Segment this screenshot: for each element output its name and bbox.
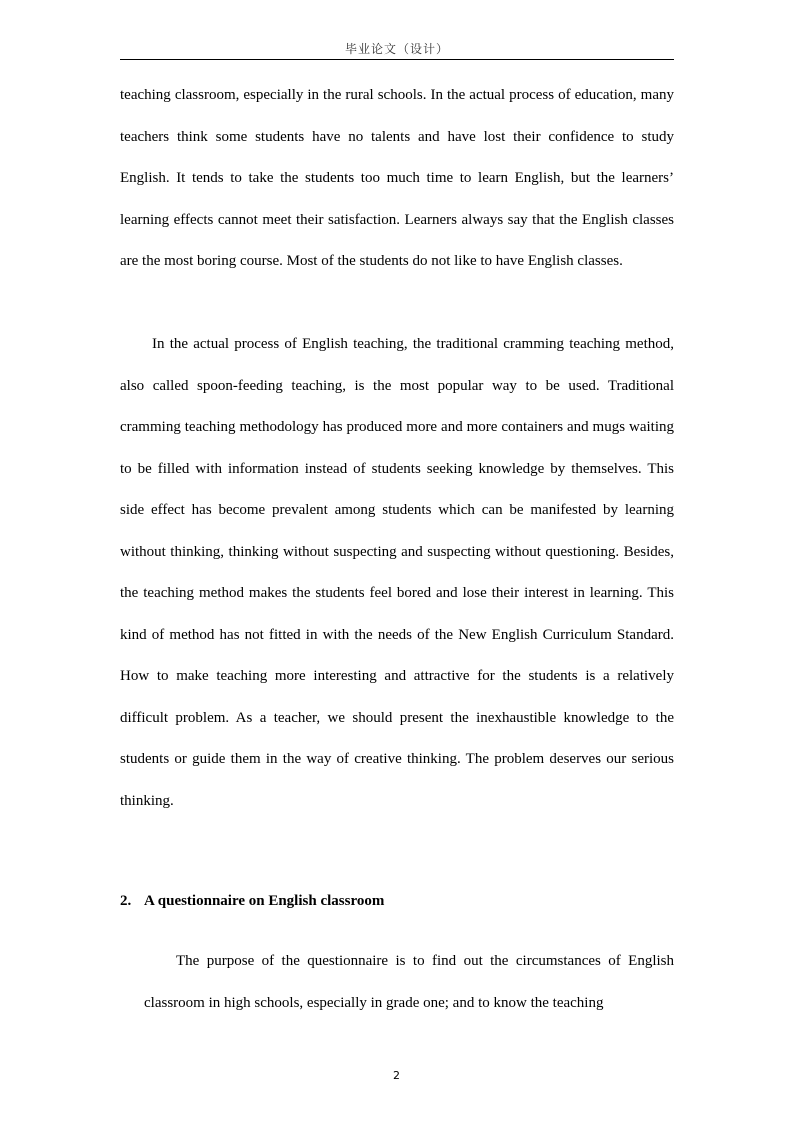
page-number: 2 (393, 1069, 400, 1082)
section-number: 2. (120, 893, 132, 909)
section-heading (120, 893, 384, 910)
body-paragraph-2: In the actual process of English teaching, the traditional cramming teaching method, also called spoon-feeding teaching, is the most popular way to be used. Traditional cramming teaching methodology has produced more and more containers and mugs waiting to be filled with information instead of students seeking knowledge by themselves. This side effect has become prevalent among students which can be manifested by learning without thinking, thinking without suspecting and suspecting without questioning. Besides, the teaching method makes the students feel bored and lose their interest in learning. This kind of method has not fitted in with the needs of the New English Curriculum Standard. How to make teaching more interesting and attractive for the students is a relatively difficult problem. As a teacher, we should present the inexhaustible knowledge to the students or guide them in the way of creative thinking. The problem deserves our serious thinking. (120, 336, 674, 809)
section-title: A questionnaire on English classroom (144, 893, 385, 909)
header-divider (120, 59, 674, 60)
page-header-title: 毕业论文（设计） (344, 42, 449, 56)
body-paragraph-3: The purpose of the questionnaire is to find out the circumstances of English classroom in high schools, especially in grade one; and to know the teaching (144, 953, 674, 1011)
body-paragraph-1: teaching classroom, especially in the rural schools. In the actual process of education, many teachers think some students have no talents and have lost their confidence to study English. It tends to take the students too much time to learn English, but the learners’ learning effects cannot meet their satisfaction. Learners always say that the English classes are the most boring course. Most of the students do not like to have English classes. (120, 87, 674, 269)
